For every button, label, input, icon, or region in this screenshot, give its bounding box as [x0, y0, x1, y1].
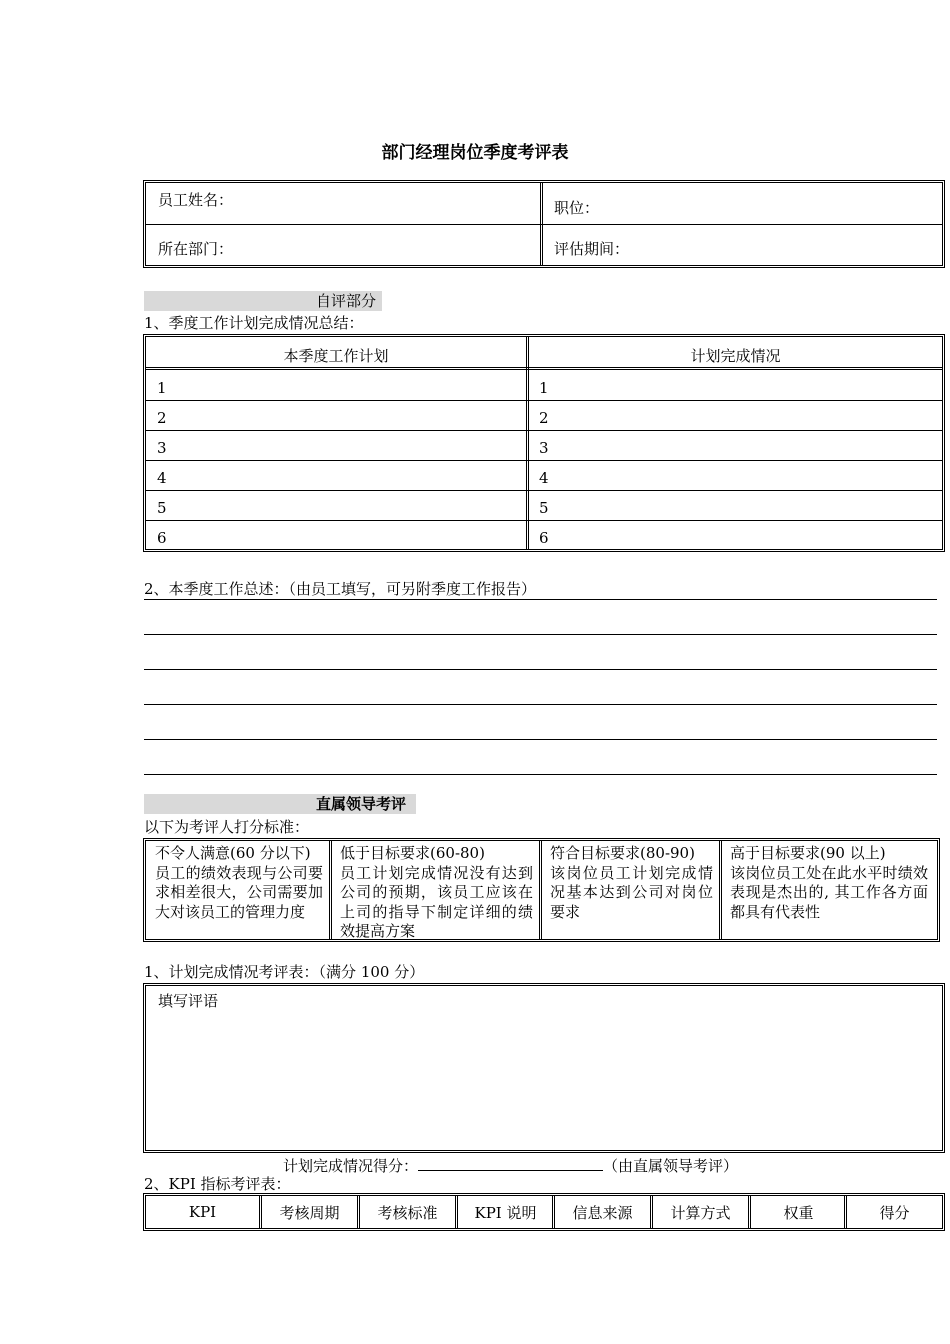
writing-line[interactable] [144, 774, 937, 775]
employee-info-table [143, 180, 945, 268]
writing-line[interactable] [144, 634, 937, 635]
kpi-header-weight: 权重 [783, 1203, 814, 1222]
leader-evaluation-heading [144, 794, 416, 814]
comment-box[interactable] [143, 983, 945, 1153]
kpi-header-source: 信息来源 [572, 1203, 633, 1222]
criteria-above-target [724, 841, 934, 939]
scoring-criteria-table [143, 838, 940, 942]
divider [719, 841, 722, 939]
table-row-plan-cell: 6 [157, 529, 167, 547]
column-header-plan: 本季度工作计划 [283, 347, 389, 365]
criteria-description: 员工的绩效表现与公司要求相差很大，公司需要加大对该员工的管理力度 [155, 863, 323, 921]
divider [539, 841, 542, 939]
criteria-meets-target [544, 841, 719, 939]
table-row-status-cell: 4 [539, 469, 549, 487]
evaluation-period-label: 评估期间： [554, 240, 630, 258]
table-row-status-cell: 1 [539, 379, 549, 397]
kpi-header-score: 得分 [879, 1203, 910, 1222]
criteria-unsatisfactory [149, 841, 329, 939]
plan-score-note: （由直属领导考评） [603, 1157, 739, 1175]
table-row-status-cell: 3 [539, 439, 549, 457]
section-heading-text: 自评部分 [316, 292, 377, 310]
table-row-status-cell: 5 [539, 499, 549, 517]
table-row-plan-cell: 1 [157, 379, 167, 397]
criteria-title: 不令人满意(60 分以下) [155, 844, 311, 862]
department-label: 所在部门： [158, 240, 234, 258]
criteria-below-target [334, 841, 539, 939]
table-row-plan-cell: 3 [157, 439, 167, 457]
divider [146, 224, 942, 225]
kpi-label: 2、KPI 指标考评表： [144, 1175, 291, 1193]
plan-table [143, 334, 945, 552]
table-row-status-cell: 2 [539, 409, 549, 427]
kpi-header-description: KPI 说明 [474, 1203, 537, 1222]
employee-name-label: 员工姓名： [158, 191, 234, 209]
criteria-description: 该岗位员工处在此水平时绩效表现是杰出的, 其工作各方面都具有代表性 [730, 863, 928, 921]
self-evaluation-heading [144, 291, 382, 311]
writing-line[interactable] [144, 704, 937, 705]
plan-evaluation-label: 1、计划完成情况考评表：（满分 100 分） [144, 963, 425, 981]
plan-summary-label: 1、季度工作计划完成情况总结： [144, 314, 364, 332]
divider [146, 367, 942, 370]
kpi-header-standard: 考核标准 [377, 1203, 438, 1222]
plan-score-row [283, 1156, 738, 1176]
plan-score-label: 计划完成情况得分： [283, 1157, 419, 1175]
section-heading-text: 直属领导考评 [316, 795, 407, 813]
kpi-header-method: 计算方式 [670, 1203, 731, 1222]
position-label: 职位： [554, 199, 600, 217]
criteria-title: 符合目标要求(80-90) [550, 844, 695, 862]
table-row-status-cell: 6 [539, 529, 549, 547]
criteria-label: 以下为考评人打分标准： [144, 818, 310, 836]
divider [329, 841, 332, 939]
criteria-description: 员工计划完成情况没有达到公司的预期，该员工应该在上司的指导下制定详细的绩效提高方案 [340, 863, 533, 940]
writing-line[interactable] [144, 739, 937, 740]
comment-placeholder: 填写评语 [158, 992, 219, 1010]
page-title: 部门经理岗位季度考评表 [381, 143, 569, 163]
kpi-table [143, 1193, 945, 1231]
criteria-title: 低于目标要求(60-80) [340, 844, 485, 862]
table-row-plan-cell: 4 [157, 469, 167, 487]
table-row-plan-cell: 5 [157, 499, 167, 517]
criteria-title: 高于目标要求(90 以上) [730, 844, 886, 862]
kpi-header-period: 考核周期 [279, 1203, 340, 1222]
kpi-header-kpi: KPI [188, 1203, 217, 1221]
writing-line[interactable] [144, 669, 937, 670]
work-summary-label: 2、本季度工作总述：（由员工填写，可另附季度工作报告） [144, 580, 537, 598]
writing-line[interactable] [144, 599, 937, 600]
plan-score-field[interactable] [418, 1156, 603, 1171]
column-header-status: 计划完成情况 [690, 347, 781, 365]
criteria-description: 该岗位员工计划完成情况基本达到公司对岗位要求 [550, 863, 713, 921]
table-row-plan-cell: 2 [157, 409, 167, 427]
